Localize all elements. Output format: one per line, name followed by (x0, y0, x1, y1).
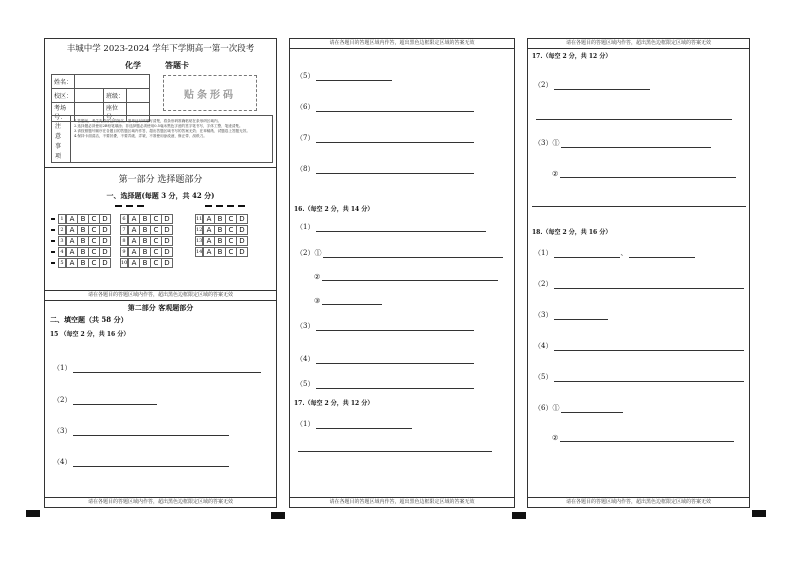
campus-field[interactable] (75, 89, 104, 103)
row-mark (51, 262, 55, 264)
alignment-mark (752, 510, 766, 517)
question-number: 3 (58, 236, 66, 246)
option-bubble-a[interactable]: A (128, 247, 140, 257)
answer-line[interactable] (560, 170, 736, 178)
q15-item-2: （2） (53, 395, 157, 405)
part1-subtitle: 一、选择题(每题 3 分，共 42 分) (106, 191, 215, 200)
header-marks-2 (205, 205, 245, 207)
q17-item-3: （3）① (534, 138, 711, 148)
answer-column-2 (289, 38, 515, 508)
option-bubble-a[interactable]: A (203, 236, 215, 246)
option-bubble-b[interactable]: B (77, 258, 89, 268)
answer-line[interactable] (316, 421, 412, 429)
choice-row-12 (195, 225, 248, 235)
q-item-6: （6） (296, 102, 474, 112)
option-bubble-b[interactable]: B (139, 247, 151, 257)
choice-row-5 (51, 258, 111, 268)
question-number: 11 (196, 216, 203, 222)
choice-row-8 (120, 236, 173, 246)
row-mark (51, 218, 55, 220)
option-bubble-d[interactable]: D (236, 214, 248, 224)
option-bubble-d[interactable]: D (161, 258, 173, 268)
answer-line[interactable] (629, 250, 695, 258)
warning-strip: 请在各题目的答题区域内作答，超出黑色边框限定区域的答案无效 (290, 39, 514, 49)
answer-line-extra[interactable] (532, 206, 746, 207)
answer-line[interactable] (73, 459, 229, 467)
class-field[interactable] (127, 89, 150, 103)
answer-line[interactable] (323, 250, 503, 258)
option-bubble-d[interactable]: D (236, 247, 248, 257)
option-bubble-c[interactable]: C (150, 225, 162, 235)
option-bubble-b[interactable]: B (139, 258, 151, 268)
question-number: 1 (58, 214, 66, 224)
option-bubble-c[interactable]: C (88, 214, 100, 224)
option-bubble-a[interactable]: A (66, 225, 78, 235)
option-bubble-c[interactable]: C (88, 258, 100, 268)
q18-item-1: （1） 、 (534, 248, 695, 258)
exam-title: 丰城中学 2023-2024 学年下学期高一第一次段考 (66, 44, 255, 54)
option-bubble-d[interactable]: D (161, 225, 173, 235)
option-bubble-b[interactable]: B (77, 247, 89, 257)
seat-label: 座位号： (104, 103, 127, 122)
q17-item-3b: ② (552, 170, 736, 178)
answer-line-extra[interactable] (536, 119, 732, 120)
q18-item-4: （4） (534, 341, 744, 351)
choice-row-9 (120, 247, 173, 257)
q16-item-2: （2）① (296, 248, 503, 258)
name-label: 姓名： (52, 75, 75, 89)
alignment-mark (26, 510, 40, 517)
answer-line[interactable] (561, 405, 623, 413)
option-bubble-b[interactable]: B (139, 236, 151, 246)
option-bubble-d[interactable]: D (236, 225, 248, 235)
answer-line[interactable] (322, 273, 498, 281)
card-label: 答题卡 (165, 60, 189, 70)
choice-row-4 (51, 247, 111, 257)
q15-item-3: （3） (53, 426, 229, 436)
option-bubble-b[interactable]: B (77, 214, 89, 224)
subject-label: 化学 (125, 60, 141, 70)
option-bubble-d[interactable]: D (99, 225, 111, 235)
option-bubble-d[interactable]: D (99, 247, 111, 257)
question-number: 2 (58, 225, 66, 235)
row-mark (51, 251, 55, 253)
answer-line[interactable] (554, 281, 744, 289)
q18-header: 18.（每空 2 分，共 16 分） (532, 229, 612, 236)
barcode-placeholder: 贴条形码 (184, 90, 236, 101)
warning-strip-bottom: 请在各题目的答题区域内作答，超出黑色边框限定区域的答案无效 (290, 497, 514, 507)
choice-group-2 (120, 214, 173, 269)
option-bubble-d[interactable]: D (161, 247, 173, 257)
answer-column-3 (527, 38, 750, 508)
option-bubble-c[interactable]: C (225, 225, 237, 235)
option-bubble-a[interactable]: A (203, 225, 215, 235)
question-number: 13 (196, 238, 203, 244)
option-bubble-c[interactable]: C (88, 225, 100, 235)
q18-item-6: （6）① (534, 403, 623, 413)
choice-group-1 (51, 214, 111, 269)
question-number: 7 (120, 225, 128, 235)
option-bubble-b[interactable]: B (214, 247, 226, 257)
option-bubble-b[interactable]: B (214, 225, 226, 235)
warning-strip: 请在各题目的答题区域内作答，超出黑色边框限定区域的答案无效 (528, 39, 749, 49)
note-3: 3.请按照题号顺序在各题目的答题区域内作答，超出答题区域书写的答案无效；在草稿纸、试题卷上答题无效。 (74, 129, 250, 133)
answer-line[interactable] (561, 140, 711, 148)
option-bubble-b[interactable]: B (139, 214, 151, 224)
question-number: 9 (120, 247, 128, 257)
barcode-area (163, 75, 257, 111)
note-1: 1.答题前，考生先将自己的姓名、准考证号码填写清楚，将条形码准确粘贴在条形码区域内。 (74, 119, 222, 123)
answer-line[interactable] (554, 82, 650, 90)
question-number: 6 (120, 214, 128, 224)
option-bubble-a[interactable]: A (128, 214, 140, 224)
option-bubble-c[interactable]: C (225, 236, 237, 246)
question-number: 5 (58, 258, 66, 268)
q17-item-2: （2） (534, 80, 650, 90)
choice-row-10 (120, 258, 173, 268)
choice-group-3 (195, 214, 248, 258)
q15-item-4: （4） (53, 457, 229, 467)
option-bubble-d[interactable]: D (161, 236, 173, 246)
option-bubble-c[interactable]: C (150, 247, 162, 257)
q16-item-2b: ② (314, 273, 498, 281)
row-mark (51, 229, 55, 231)
warning-strip-bottom: 请在各题目的答题区域内作答，超出黑色边框限定区域的答案无效 (528, 497, 749, 507)
warning-strip-bottom: 请在各题目的答题区域内作答，超出黑色边框限定区域的答案无效 (45, 497, 276, 507)
answer-line[interactable] (560, 434, 734, 442)
q18-item-6b: ② (552, 434, 734, 442)
answer-line[interactable] (554, 250, 620, 258)
option-bubble-a[interactable]: A (128, 258, 140, 268)
q-item-8: （8） (296, 164, 474, 174)
choice-row-3 (51, 236, 111, 246)
answer-line[interactable] (316, 166, 474, 174)
answer-line[interactable] (316, 73, 392, 81)
name-field[interactable] (75, 75, 150, 89)
question-number: 8 (120, 236, 128, 246)
section-fill-title: 二、填空题（共 58 分） (50, 315, 128, 324)
choice-row-14 (195, 247, 248, 257)
option-bubble-a[interactable]: A (66, 247, 78, 257)
answer-column-1 (44, 38, 277, 508)
q16-item-3: （3） (296, 321, 474, 331)
option-bubble-b[interactable]: B (77, 236, 89, 246)
q16-item-5: （5） (296, 379, 474, 389)
option-bubble-d[interactable]: D (161, 214, 173, 224)
answer-line[interactable] (316, 356, 474, 364)
option-bubble-c[interactable]: C (150, 258, 162, 268)
option-bubble-b[interactable]: B (214, 236, 226, 246)
option-bubble-c[interactable]: C (150, 236, 162, 246)
option-bubble-d[interactable]: D (99, 214, 111, 224)
option-bubble-c[interactable]: C (225, 247, 237, 257)
header-marks-1 (115, 205, 155, 207)
q-item-7: （7） (296, 133, 474, 143)
answer-line[interactable] (73, 365, 261, 373)
question-number: 12 (196, 227, 203, 233)
choice-row-11 (195, 214, 248, 224)
option-bubble-c[interactable]: C (225, 214, 237, 224)
choice-row-1 (51, 214, 111, 224)
note-2: 2.选择题必须使用2B铅笔填涂；非选择题必须使用0.5毫米黑色字迹的签字笔书写，字体工整、笔迹清楚。 (74, 124, 243, 128)
q16-item-2c: ③ (314, 297, 382, 305)
class-label: 班级： (104, 89, 127, 103)
option-bubble-a[interactable]: A (66, 236, 78, 246)
campus-label: 校区： (52, 89, 75, 103)
q17-cont-header: 17.（每空 2 分，共 12 分） (532, 53, 612, 60)
choice-row-13 (195, 236, 248, 246)
option-bubble-a[interactable]: A (203, 247, 215, 257)
q18-item-3: （3） (534, 310, 608, 320)
option-bubble-b[interactable]: B (139, 225, 151, 235)
answer-line[interactable] (73, 397, 157, 405)
option-bubble-a[interactable]: A (128, 236, 140, 246)
q15-header: 15 （每空 2 分，共 16 分） (50, 331, 130, 338)
option-bubble-b[interactable]: B (214, 214, 226, 224)
notes-list (74, 119, 269, 139)
answer-line[interactable] (554, 343, 744, 351)
notes-label: 注意事项 (55, 123, 62, 160)
option-bubble-d[interactable]: D (236, 236, 248, 246)
alignment-mark (512, 512, 526, 519)
warning-strip: 请在各题目的答题区域内作答，超出黑色边框限定区域的答案无效 (45, 290, 276, 301)
option-bubble-b[interactable]: B (77, 225, 89, 235)
q18-item-5: （5） (534, 372, 744, 382)
q16-item-4: （4） (296, 354, 474, 364)
question-number: 10 (121, 260, 128, 266)
option-bubble-d[interactable]: D (99, 258, 111, 268)
answer-line[interactable] (316, 104, 474, 112)
q-item-5: （5） (296, 71, 392, 81)
answer-line[interactable] (322, 297, 382, 305)
answer-line[interactable] (316, 323, 474, 331)
notes-box (51, 115, 273, 163)
option-bubble-c[interactable]: C (150, 214, 162, 224)
answer-line[interactable] (554, 374, 744, 382)
option-bubble-c[interactable]: C (88, 247, 100, 257)
q17-header: 17.（每空 2 分，共 12 分） (294, 400, 374, 407)
answer-line-extra[interactable] (298, 451, 492, 452)
q16-header: 16.（每空 2 分，共 14 分） (294, 206, 374, 213)
alignment-mark (271, 512, 285, 519)
answer-line[interactable] (316, 381, 474, 389)
part1-title: 第一部分 选择题部分 (118, 175, 203, 185)
choice-row-7 (120, 225, 173, 235)
part2-title: 第二部分 客观题部分 (127, 303, 194, 312)
option-bubble-c[interactable]: C (88, 236, 100, 246)
option-bubble-a[interactable]: A (128, 225, 140, 235)
option-bubble-a[interactable]: A (66, 258, 78, 268)
q16-item-1: （1） (296, 222, 486, 232)
row-mark (51, 240, 55, 242)
question-number: 4 (58, 247, 66, 257)
option-bubble-d[interactable]: D (99, 236, 111, 246)
room-label: 考场号： (52, 103, 75, 122)
answer-line[interactable] (73, 428, 229, 436)
q17-item-1: （1） (296, 419, 412, 429)
choice-row-6 (120, 214, 173, 224)
note-4: 4.保持卡面清洁，不要折叠，不要弄破、弄皱，不准使用涂改液、修正带、刮纸刀。 (74, 134, 207, 138)
answer-line[interactable] (316, 224, 486, 232)
choice-row-2 (51, 225, 111, 235)
option-bubble-a[interactable]: A (66, 214, 78, 224)
answer-line[interactable] (554, 312, 608, 320)
answer-line[interactable] (316, 135, 474, 143)
q18-item-2: （2） (534, 279, 744, 289)
question-number: 14 (196, 249, 203, 255)
option-bubble-a[interactable]: A (203, 214, 215, 224)
q15-item-1: （1） (53, 363, 261, 373)
